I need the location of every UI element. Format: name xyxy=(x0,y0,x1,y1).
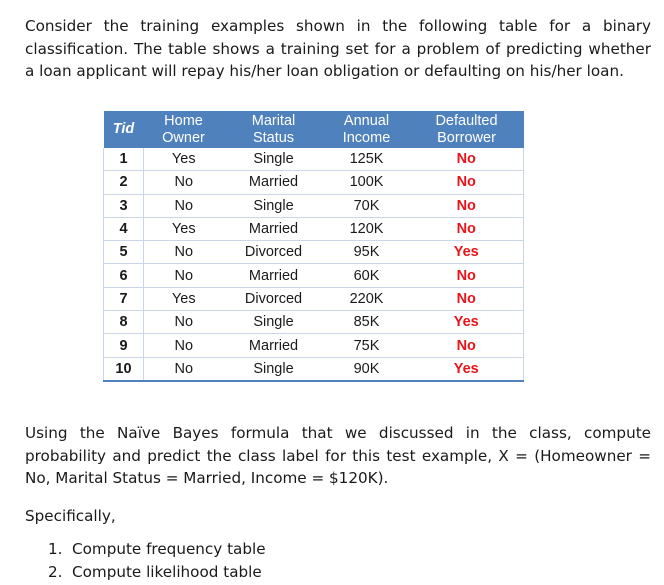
cell-defaulted: Yes xyxy=(410,311,524,334)
cell-annual-income: 95K xyxy=(324,241,410,264)
cell-home-owner: No xyxy=(144,171,224,194)
header-defaulted-borrower-line1: Defaulted xyxy=(435,112,498,129)
cell-annual-income: 100K xyxy=(324,171,410,194)
header-defaulted-borrower-line2: Borrower xyxy=(437,129,496,146)
cell-annual-income: 125K xyxy=(324,148,410,171)
cell-home-owner: No xyxy=(144,311,224,334)
cell-marital-status: Single xyxy=(224,194,324,217)
cell-home-owner: Yes xyxy=(144,148,224,171)
table-row xyxy=(104,194,524,217)
step-number: 1. xyxy=(48,540,63,558)
cell-annual-income: 90K xyxy=(324,357,410,381)
cell-annual-income: 120K xyxy=(324,217,410,240)
step-text: Compute frequency table xyxy=(72,540,266,558)
list-item xyxy=(48,538,266,561)
cell-marital-status: Married xyxy=(224,334,324,357)
cell-marital-status: Single xyxy=(224,357,324,381)
cell-home-owner: Yes xyxy=(144,287,224,310)
cell-tid: 3 xyxy=(104,194,144,217)
cell-home-owner: No xyxy=(144,357,224,381)
cell-defaulted: No xyxy=(410,171,524,194)
header-annual-income xyxy=(324,111,410,148)
table-row xyxy=(104,148,524,171)
cell-annual-income: 220K xyxy=(324,287,410,310)
header-annual-income-line1: Annual xyxy=(343,112,390,129)
header-defaulted-borrower xyxy=(410,111,524,148)
cell-home-owner: Yes xyxy=(144,217,224,240)
table-row xyxy=(104,334,524,357)
cell-tid: 6 xyxy=(104,264,144,287)
cell-defaulted: No xyxy=(410,217,524,240)
cell-defaulted: No xyxy=(410,194,524,217)
cell-marital-status: Married xyxy=(224,171,324,194)
cell-defaulted: Yes xyxy=(410,357,524,381)
specifically-label: Specifically, xyxy=(25,507,116,525)
table-row xyxy=(104,264,524,287)
cell-defaulted: No xyxy=(410,148,524,171)
table-row xyxy=(104,357,524,381)
question-paragraph: Using the Naïve Bayes formula that we discussed in the class, compute probability and predict the class label for this test example, X = (Homeowner = No, Marital Status = Married, Income = $120K). xyxy=(25,424,651,487)
step-number: 2. xyxy=(48,562,63,581)
table-row xyxy=(104,311,524,334)
cell-home-owner: No xyxy=(144,334,224,357)
list-item xyxy=(48,561,266,584)
cell-tid: 8 xyxy=(104,311,144,334)
cell-annual-income: 75K xyxy=(324,334,410,357)
cell-home-owner: No xyxy=(144,264,224,287)
cell-annual-income: 70K xyxy=(324,194,410,217)
header-tid-label: Tid xyxy=(112,121,135,137)
cell-annual-income: 85K xyxy=(324,311,410,334)
cell-marital-status: Married xyxy=(224,217,324,240)
header-marital-status-line2: Status xyxy=(252,129,295,146)
header-home-owner xyxy=(144,111,224,148)
cell-tid: 2 xyxy=(104,171,144,194)
cell-tid: 10 xyxy=(104,357,144,381)
step-text: Compute likelihood table xyxy=(72,562,262,581)
cell-marital-status: Married xyxy=(224,264,324,287)
cell-defaulted: No xyxy=(410,264,524,287)
cell-marital-status: Single xyxy=(224,148,324,171)
cell-defaulted: Yes xyxy=(410,241,524,264)
table-row xyxy=(104,241,524,264)
table-row xyxy=(104,171,524,194)
cell-tid: 9 xyxy=(104,334,144,357)
header-marital-status-line1: Marital xyxy=(251,112,296,129)
cell-tid: 1 xyxy=(104,148,144,171)
cell-marital-status: Divorced xyxy=(224,241,324,264)
cell-marital-status: Single xyxy=(224,311,324,334)
table-header-row xyxy=(104,111,524,148)
cell-annual-income: 60K xyxy=(324,264,410,287)
cell-defaulted: No xyxy=(410,334,524,357)
cell-tid: 7 xyxy=(104,287,144,310)
header-tid xyxy=(104,111,144,148)
cell-marital-status: Divorced xyxy=(224,287,324,310)
table-row xyxy=(104,217,524,240)
cell-home-owner: No xyxy=(144,194,224,217)
training-data-table xyxy=(103,111,524,382)
cell-defaulted: No xyxy=(410,287,524,310)
header-annual-income-line2: Income xyxy=(342,129,391,146)
header-home-owner-line2: Owner xyxy=(162,129,205,146)
cell-home-owner: No xyxy=(144,241,224,264)
header-marital-status xyxy=(224,111,324,148)
table-row xyxy=(104,287,524,310)
intro-paragraph: Consider the training examples shown in the following table for a binary classification. The table shows a training set for a problem of predicting whether a loan applicant will repay his/her loan obligation or defaulting on his/her loan. xyxy=(25,17,651,80)
steps-list xyxy=(48,538,266,583)
cell-tid: 5 xyxy=(104,241,144,264)
cell-tid: 4 xyxy=(104,217,144,240)
header-home-owner-line1: Home xyxy=(164,112,203,129)
